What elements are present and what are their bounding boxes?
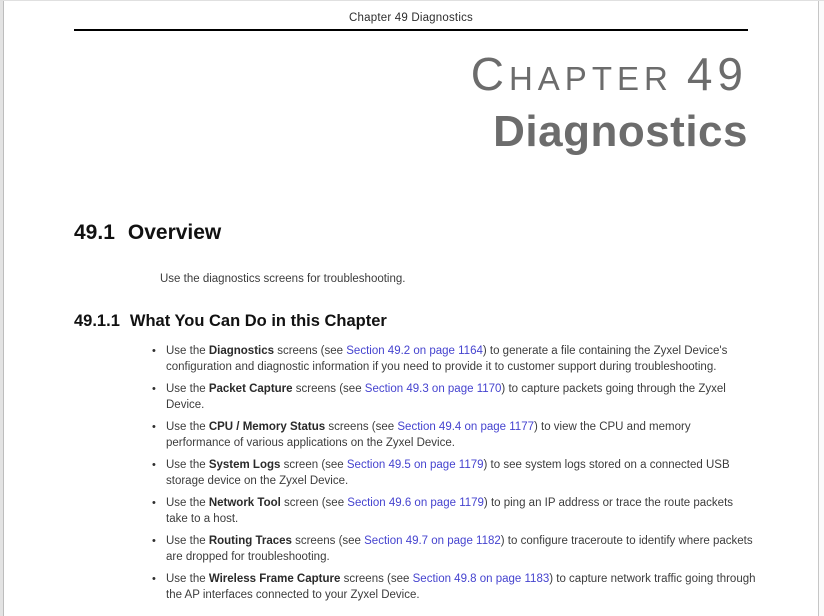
section-heading — [74, 221, 748, 245]
list-item — [152, 382, 757, 413]
section-link[interactable]: Section 49.4 on page 1177 — [397, 421, 534, 433]
list-item — [152, 458, 757, 489]
bullet-text: screen (see — [280, 497, 348, 509]
section-link[interactable]: Section 49.8 on page 1183 — [412, 573, 550, 585]
feature-name: System Logs — [208, 459, 281, 471]
feature-name: Packet Capture — [208, 383, 293, 395]
chapter-label-initial: C — [470, 48, 509, 100]
section-link[interactable]: Section 49.5 on page 1179 — [346, 459, 484, 471]
bullet-text: screens (see — [340, 573, 413, 585]
bullet-text: ) to configure traceroute to identify where packets are dropped for troubleshooting. — [166, 535, 753, 563]
bullet-text: ) to view the CPU and memory performance of various applications on the Zyxel Device. — [166, 421, 691, 449]
section-title: Overview — [127, 221, 222, 244]
bullet-text: screens (see — [325, 421, 398, 433]
bullet-text: screens (see — [274, 345, 347, 357]
subsection-number: 49.1.1 — [74, 312, 120, 330]
running-header: Chapter 49 Diagnostics — [349, 12, 473, 24]
bullet-text: ) to capture network traffic going through the AP interfaces connected to your Zyxel Device. — [166, 573, 756, 601]
chapter-number: 49 — [686, 48, 748, 100]
bullet-text: screens (see — [292, 383, 365, 395]
header-rule — [74, 29, 748, 31]
bullet-icon: • — [152, 535, 156, 547]
page-top-edge — [0, 0, 824, 1]
feature-name: Wireless Frame Capture — [208, 573, 341, 585]
list-item — [152, 420, 757, 451]
chapter-title: Diagnostics — [493, 107, 748, 156]
bullet-text: Use the — [166, 535, 209, 547]
chapter-title-block — [74, 48, 748, 157]
feature-name: Diagnostics — [208, 345, 275, 357]
list-item — [152, 534, 757, 565]
bullet-icon: • — [152, 345, 156, 357]
bullet-text: Use the — [166, 497, 209, 509]
document-page — [5, 1, 817, 616]
section-link[interactable]: Section 49.6 on page 1179 — [347, 497, 484, 509]
bullet-text: Use the — [166, 345, 209, 357]
bullet-icon: • — [152, 459, 156, 471]
bullet-icon: • — [152, 421, 156, 433]
bullet-text: screens (see — [291, 535, 365, 547]
bullet-text: Use the — [166, 573, 209, 585]
bullet-text: screen (see — [280, 459, 347, 471]
section-link[interactable]: Section 49.7 on page 1182 — [364, 535, 501, 547]
bullet-text: ) to see system logs stored on a connected USB storage device on the Zyxel Device. — [166, 459, 730, 487]
section-link[interactable]: Section 49.2 on page 1164 — [346, 345, 483, 357]
bullet-text: ) to capture packets going through the Zyxel Device. — [166, 383, 726, 411]
feature-name: CPU / Memory Status — [208, 421, 326, 433]
feature-name: Routing Traces — [208, 535, 292, 547]
bullet-text: Use the — [166, 459, 209, 471]
page-right-edge — [818, 0, 824, 616]
intro-paragraph: Use the diagnostics screens for troubleshooting. — [160, 273, 406, 285]
list-item — [152, 572, 757, 603]
list-item — [152, 344, 757, 375]
page-left-edge — [0, 0, 4, 616]
section-number: 49.1 — [74, 221, 115, 244]
bullet-text: ) to generate a file containing the Zyxel Device's configuration and diagnostic information if you need to provide it to customer support during troubleshooting. — [166, 345, 728, 373]
feature-name: Network Tool — [208, 497, 281, 509]
subsection-heading — [74, 312, 748, 331]
chapter-label — [74, 48, 748, 101]
section-link[interactable]: Section 49.3 on page 1170 — [364, 383, 502, 395]
bullet-icon: • — [152, 573, 156, 585]
chapter-bullet-list — [152, 344, 757, 603]
bullet-text: ) to ping an IP address or trace the route packets take to a host. — [166, 497, 734, 525]
bullet-text: Use the — [166, 383, 209, 395]
bullet-text: Use the — [166, 421, 209, 433]
bullet-icon: • — [152, 383, 156, 395]
list-item — [152, 496, 757, 527]
chapter-label-rest: HAPTER — [508, 60, 673, 97]
bullet-icon: • — [152, 497, 156, 509]
subsection-title: What You Can Do in this Chapter — [129, 312, 387, 330]
